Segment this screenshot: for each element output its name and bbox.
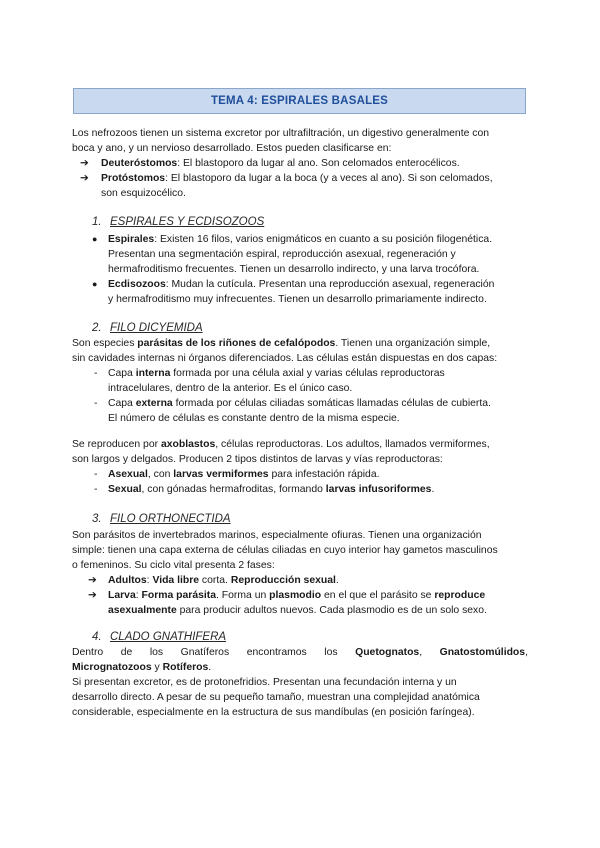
arrow-icon: ➔ <box>88 575 97 586</box>
list-item-deuterostomos <box>80 156 516 171</box>
section-title: CLADO GNATHIFERA <box>110 631 227 643</box>
section-heading-3 <box>92 512 231 527</box>
arrow-icon: ➔ <box>80 173 89 184</box>
text: , con <box>147 469 174 480</box>
text: los <box>324 647 338 658</box>
orthonectida-line-2: simple: tienen una capa externa de células ciliadas en cuyo interior hay gametos masculinos <box>72 545 498 556</box>
text: . Forma un <box>216 590 270 601</box>
list-item-adultos <box>88 573 524 588</box>
text: y <box>151 662 163 673</box>
espirales-line-3: hermafroditismo frecuentes. Tienen un desarrollo indirecto, y una larva trocófora. <box>108 264 480 275</box>
text: formada por una célula axial y varias células reproductoras <box>170 368 445 379</box>
page-title: TEMA 4: ESPIRALES BASALES <box>210 95 389 107</box>
text: encontramos <box>246 647 307 658</box>
text: : <box>146 575 153 586</box>
term-vida-libre: Vida libre <box>152 575 200 586</box>
bullet-icon: ● <box>92 234 98 244</box>
list-item-larva <box>88 588 528 603</box>
capa-interna-line-2: intracelulares, dentro de la anterior. Es el único caso. <box>108 383 353 394</box>
text: de <box>120 647 133 658</box>
gnathifera-line-5: considerable, especialmente en la estructura de sus mandíbulas (en posición faríngea). <box>72 707 475 718</box>
text: Son especies <box>72 338 138 349</box>
item-text: : El blastoporo da lugar al ano. Son celomados enterocélicos. <box>177 158 460 169</box>
list-item-capa-externa <box>92 396 528 411</box>
text: : <box>135 590 142 601</box>
text: corta. <box>199 575 231 586</box>
larva-line-2 <box>108 603 528 618</box>
section-number: 2. <box>92 322 102 334</box>
espirales-line-2: Presentan una segmentación espiral, reproducción asexual, regeneración y <box>108 249 456 260</box>
term-reproduccion-sexual: Reproducción sexual <box>230 575 336 586</box>
text: Capa <box>108 368 136 379</box>
list-item-sexual <box>92 482 528 497</box>
text: . <box>431 484 435 495</box>
term-deuterostomos: Deuteróstomos <box>101 158 178 169</box>
orthonectida-line-3: o femeninos. Su ciclo vital presenta 2 fases: <box>72 560 275 571</box>
term-espirales: Espirales <box>108 234 155 245</box>
item-text: : El blastoporo da lugar a la boca (y a veces al ano). Si son celomados, <box>165 173 493 184</box>
dash-marker: - <box>94 398 98 409</box>
list-item-capa-interna <box>92 366 528 381</box>
text: los <box>149 647 164 658</box>
dash-marker: - <box>94 469 98 480</box>
intro-line-2: boca y ano, y un nervioso desarrollado. Estos pueden clasificarse en: <box>72 143 392 154</box>
gnathifera-line-2 <box>72 660 528 675</box>
section-heading-4 <box>92 630 226 645</box>
section-number: 1. <box>92 216 102 228</box>
term-micrognatozoos: Micrognatozoos <box>72 662 152 673</box>
term-rotiferos: Rotíferos <box>162 662 209 673</box>
dash-marker: - <box>94 368 98 379</box>
term-asexual: Asexual <box>108 469 148 480</box>
text: , <box>525 647 528 658</box>
text: Gnatíferos <box>180 647 230 658</box>
text: , células reproductoras. Los adultos, llamados vermiformes, <box>215 439 490 450</box>
text: para producir adultos nuevos. Cada plasmodio es de un solo sexo. <box>176 605 487 616</box>
text: Dentro <box>72 647 104 658</box>
text: formada por células ciliadas somáticas llamadas células de cubierta. <box>172 398 491 409</box>
text: Se reproducen por <box>72 439 161 450</box>
section-title: ESPIRALES Y ECDISOZOOS <box>110 216 265 228</box>
item-text: : Mudan la cutícula. Presentan una reproducción asexual, regeneración <box>165 279 495 290</box>
term-gnatostomulidos: Gnatostomúlidos <box>439 647 526 658</box>
term-sexual: Sexual <box>108 484 142 495</box>
dash-marker: - <box>94 484 98 495</box>
dicyemida-para-1-line-2: sin cavidades internas ni órganos diferenciados. Las células están dispuestas en dos capas: <box>72 353 498 364</box>
orthonectida-line-1: Son parásitos de invertebrados marinos, especialmente ofiuras. Tienen una organización <box>72 530 482 541</box>
text: . <box>335 575 339 586</box>
title-banner <box>73 88 526 114</box>
section-title: FILO DICYEMIDA <box>110 322 203 334</box>
term-plasmodio: plasmodio <box>269 590 322 601</box>
section-number: 3. <box>92 513 102 525</box>
list-item-protostomos <box>80 171 516 186</box>
gnathifera-line-3: Si presentan excretor, es de protonefridios. Presentan una fecundación interna y un <box>72 677 457 688</box>
gnathifera-line-1 <box>72 645 528 660</box>
dicyemida-para-1-line-1 <box>72 336 528 351</box>
text: . <box>208 662 212 673</box>
term-asexualmente: asexualmente <box>108 605 177 616</box>
term-interna: interna <box>135 368 171 379</box>
ecdisozoos-line-2: y hermafroditismo muy infrecuentes. Tienen un desarrollo primariamente indirecto. <box>108 294 487 305</box>
dicyemida-para-2-line-1 <box>72 437 528 452</box>
list-item-asexual <box>92 467 528 482</box>
text: Capa <box>108 398 136 409</box>
text-group <box>355 645 422 660</box>
section-heading-1 <box>92 215 264 230</box>
term-adultos: Adultos <box>108 575 147 586</box>
text: en el que el parásito se <box>321 590 435 601</box>
item-text: : Existen 16 filos, varios enigmáticos en cuanto a su posición filogenética. <box>154 234 493 245</box>
term-reproduce: reproduce <box>434 590 486 601</box>
term-protostomos: Protóstomos <box>101 173 166 184</box>
term-forma-parasita: Forma parásita <box>141 590 217 601</box>
term-ecdisozoos: Ecdisozoos <box>108 279 166 290</box>
section-title: FILO ORTHONECTIDA <box>110 513 231 525</box>
term-larvas-infusoriformes: larvas infusoriformes <box>325 484 432 495</box>
bullet-icon: ● <box>92 279 98 289</box>
arrow-icon: ➔ <box>80 158 89 169</box>
intro-line-1: Los nefrozoos tienen un sistema excretor por ultrafiltración, un digestivo generalmente con <box>72 128 490 139</box>
text: , con gónadas hermafroditas, formando <box>141 484 326 495</box>
gnathifera-line-4: desarrollo directo. A pesar de su pequeño tamaño, muestran una complejidad anatómica <box>72 692 480 703</box>
term-larva: Larva <box>108 590 136 601</box>
dicyemida-para-2-line-2: son largos y delgados. Producen 2 tipos distintos de larvas y vías reproductoras: <box>72 454 443 465</box>
capa-externa-line-2: El número de células es constante dentro de la misma especie. <box>108 413 400 424</box>
term-parasitas: parásitas de los riñones de cefalópodos <box>137 338 336 349</box>
term-axoblastos: axoblastos <box>160 439 216 450</box>
list-item-espirales <box>92 232 528 247</box>
text-group <box>440 645 528 660</box>
section-number: 4. <box>92 631 102 643</box>
term-externa: externa <box>135 398 173 409</box>
term-larvas-vermiformes: larvas vermiformes <box>173 469 269 480</box>
list-item-protostomos-cont: son esquizocélico. <box>101 188 186 199</box>
section-heading-2 <box>92 321 203 336</box>
term-quetognatos: Quetognatos <box>355 647 420 658</box>
arrow-icon: ➔ <box>88 590 97 601</box>
text: . Tienen una organización simple, <box>335 338 491 349</box>
text: , <box>419 647 423 658</box>
list-item-ecdisozoos <box>92 277 528 292</box>
text: para infestación rápida. <box>268 469 380 480</box>
